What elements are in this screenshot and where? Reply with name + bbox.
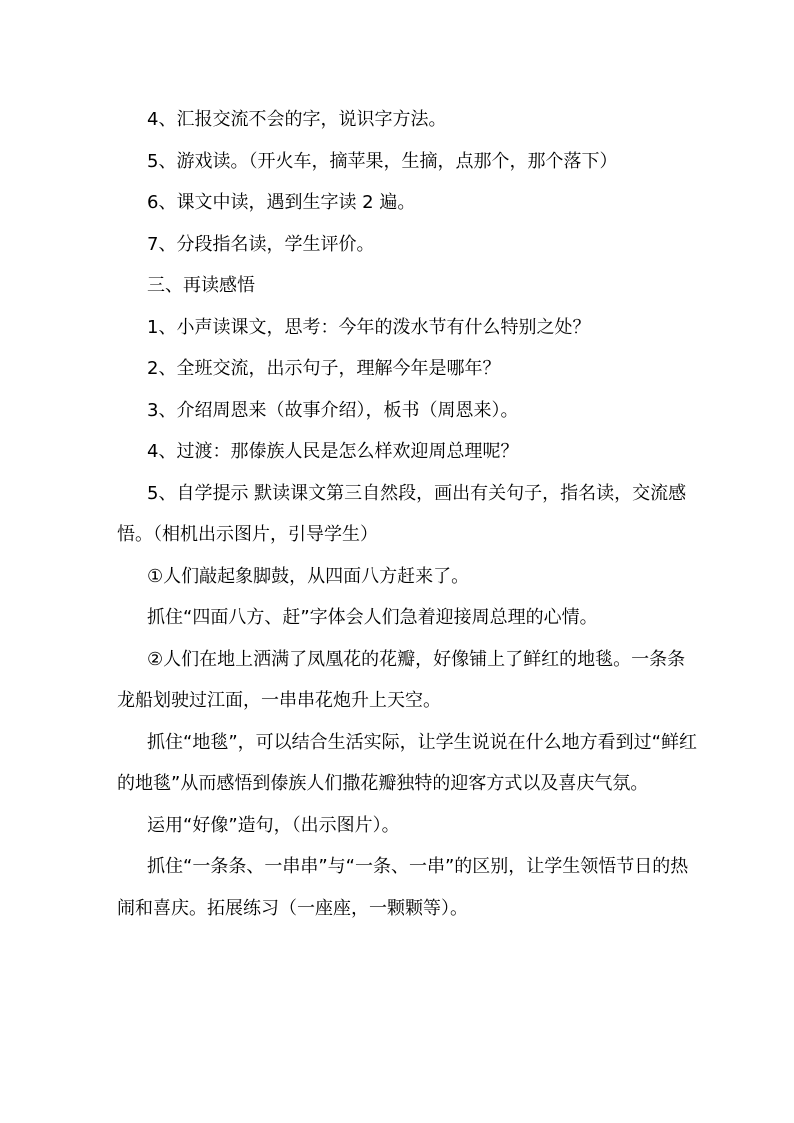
paragraph-note-1: 抓住“四面八方、赶”字体会人们急着迎接周总理的心情。: [147, 607, 598, 628]
paragraph-step-5-game-reading: 5、游戏读。（开火车，摘苹果，生摘，点那个，那个落下）: [147, 150, 618, 172]
paragraph-step-7-section-reading: 7、分段指名读，学生评价。: [147, 233, 375, 255]
paragraph-item-1: 1、小声读课文，思考：今年的泼水节有什么特别之处？: [147, 316, 591, 338]
paragraph-note-3: 运用“好像”造句，（出示图片）。: [147, 814, 400, 836]
paragraph-note-2: 抓住“地毯”，可以结合生活实际，让学生说说在什么地方看到过“鲜红的地毯”从而感悟到傣族人们撒花瓣独特的迎客方式以及喜庆气氛。: [117, 731, 697, 794]
document-body: [117, 99, 697, 929]
paragraph-sentence-2: ②人们在地上洒满了凤凰花的花瓣，好像铺上了鲜红的地毯。一条条龙船划驶过江面，一串串花炮升上天空。: [117, 648, 686, 711]
paragraph-item-2: 2、全班交流，出示句子，理解今年是哪年？: [147, 358, 501, 379]
paragraph-step-4-report: 4、汇报交流不会的字，说识字方法。: [147, 109, 447, 130]
section-heading-reread: 三、再读感悟: [147, 275, 255, 296]
paragraph-step-6-text-reading: 6、课文中读，遇到生字读 2 遍。: [147, 192, 416, 213]
paragraph-item-3: 3、介绍周恩来（故事介绍），板书（周恩来）。: [147, 399, 519, 421]
paragraph-item-5: 5、自学提示 默读课文第三自然段，画出有关句子，指名读，交流感悟。（相机出示图片，引导学生）: [117, 482, 687, 545]
paragraph-sentence-1: ①人们敲起象脚鼓，从四面八方赶来了。: [147, 565, 470, 587]
paragraph-item-4: 4、过渡：那傣族人民是怎么样欢迎周总理呢？: [147, 441, 519, 462]
paragraph-note-4: 抓住“一条条、一串串”与“一条、一串”的区别，让学生领悟节日的热闹和喜庆。拓展练习（一座座，一颗颗等）。: [117, 856, 689, 919]
